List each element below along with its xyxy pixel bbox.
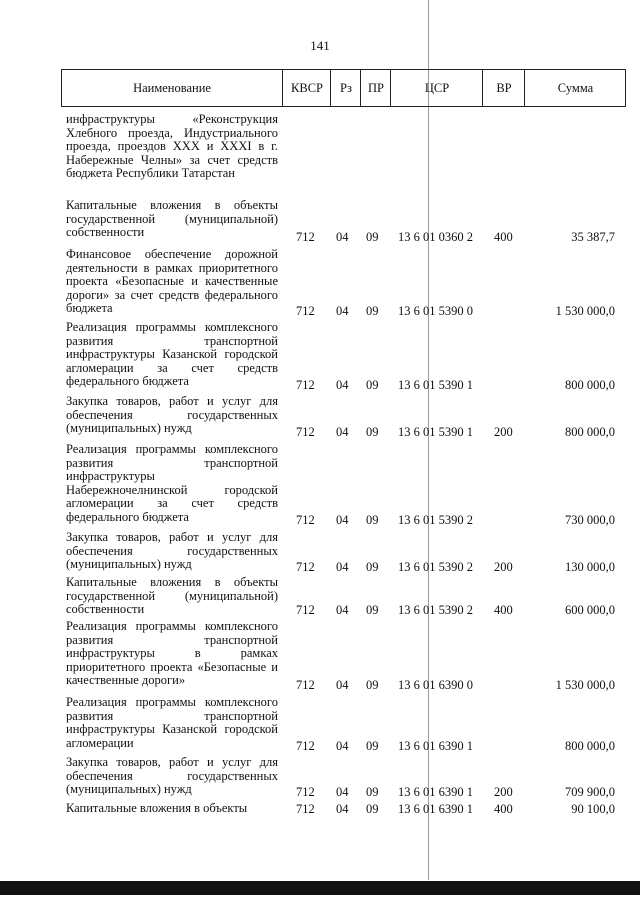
table-row xyxy=(0,113,640,197)
row-pr: 09 xyxy=(366,230,379,244)
row-csr: 13 6 01 5390 1 xyxy=(398,378,473,392)
header-pr: ПР xyxy=(360,70,391,106)
row-rz: 04 xyxy=(336,603,349,617)
row-sum: 90 100,0 xyxy=(571,802,615,816)
row-rz: 04 xyxy=(336,678,349,692)
row-rz: 04 xyxy=(336,425,349,439)
table-row xyxy=(0,620,640,692)
row-sum: 1 530 000,0 xyxy=(555,678,615,692)
row-csr: 13 6 01 6390 1 xyxy=(398,739,473,753)
row-name: инфраструктуры «Реконструкция Хлебного проезда, Индустриального проезда, проездов XXX и XXXI в г. Набережные Челны» за счет средств бюджета Республики Татарстан xyxy=(66,112,278,180)
table-row xyxy=(0,696,640,753)
row-sum: 800 000,0 xyxy=(565,378,615,392)
row-pr: 09 xyxy=(366,425,379,439)
row-sum: 730 000,0 xyxy=(565,513,615,527)
row-sum: 1 530 000,0 xyxy=(555,304,615,318)
row-pr: 09 xyxy=(366,678,379,692)
row-pr: 09 xyxy=(366,560,379,574)
row-vr: 400 xyxy=(494,603,513,617)
row-sum: 600 000,0 xyxy=(565,603,615,617)
header-vr: ВР xyxy=(482,70,525,106)
row-name: Закупка товаров, работ и услуг для обеспечения государственных (муниципальных) нужд xyxy=(66,530,278,571)
row-name: Реализация программы комплексного развития транспортной инфраструктуры в рамках приоритетного проекта «Безопасные и качественные дороги» xyxy=(66,619,278,687)
table-row xyxy=(0,395,640,439)
header-csr: ЦСР xyxy=(390,70,483,106)
row-name: Реализация программы комплексного развития транспортной инфраструктуры Набережночелнинской городской агломерации за счет средств федерального бюджета xyxy=(66,442,278,524)
row-name: Капитальные вложения в объекты xyxy=(66,801,248,815)
row-sum: 130 000,0 xyxy=(565,560,615,574)
row-sum: 800 000,0 xyxy=(565,425,615,439)
row-name: Реализация программы комплексного развития транспортной инфраструктуры Казанской городской агломерации xyxy=(66,695,278,750)
row-kvsr: 712 xyxy=(296,304,315,318)
row-kvsr: 712 xyxy=(296,678,315,692)
row-csr: 13 6 01 5390 2 xyxy=(398,560,473,574)
row-kvsr: 712 xyxy=(296,425,315,439)
header-sum: Сумма xyxy=(524,70,626,106)
row-sum: 709 900,0 xyxy=(565,785,615,799)
row-name: Реализация программы комплексного развития транспортной инфраструктуры Казанской городской агломерации за счет средств федерального бюджета xyxy=(66,320,278,388)
table-header xyxy=(61,69,626,107)
row-pr: 09 xyxy=(366,785,379,799)
row-name: Закупка товаров, работ и услуг для обеспечения государственных (муниципальных) нужд xyxy=(66,394,278,435)
row-pr: 09 xyxy=(366,739,379,753)
row-csr: 13 6 01 5390 1 xyxy=(398,425,473,439)
row-kvsr: 712 xyxy=(296,560,315,574)
row-name: Финансовое обеспечение дорожной деятельности в рамках приоритетного проекта «Безопасные и качественные дороги» за счет средств федерального бюджета xyxy=(66,247,278,315)
row-vr: 400 xyxy=(494,802,513,816)
row-vr: 400 xyxy=(494,230,513,244)
scan-bottom-edge xyxy=(0,881,640,895)
row-pr: 09 xyxy=(366,603,379,617)
row-vr: 200 xyxy=(494,785,513,799)
row-csr: 13 6 01 0360 2 xyxy=(398,230,473,244)
table-row xyxy=(0,576,640,617)
row-csr: 13 6 01 5390 2 xyxy=(398,513,473,527)
row-kvsr: 712 xyxy=(296,785,315,799)
header-rz: Рз xyxy=(330,70,361,106)
row-rz: 04 xyxy=(336,802,349,816)
row-rz: 04 xyxy=(336,560,349,574)
row-rz: 04 xyxy=(336,739,349,753)
table-row xyxy=(0,802,640,816)
row-pr: 09 xyxy=(366,513,379,527)
row-kvsr: 712 xyxy=(296,802,315,816)
row-kvsr: 712 xyxy=(296,378,315,392)
table-row xyxy=(0,756,640,799)
row-csr: 13 6 01 6390 1 xyxy=(398,802,473,816)
table-row xyxy=(0,443,640,527)
row-rz: 04 xyxy=(336,378,349,392)
header-name: Наименование xyxy=(133,81,211,95)
row-rz: 04 xyxy=(336,785,349,799)
row-csr: 13 6 01 6390 1 xyxy=(398,785,473,799)
row-csr: 13 6 01 5390 0 xyxy=(398,304,473,318)
row-sum: 800 000,0 xyxy=(565,739,615,753)
table-row xyxy=(0,321,640,392)
row-vr: 200 xyxy=(494,560,513,574)
row-kvsr: 712 xyxy=(296,513,315,527)
table-row xyxy=(0,199,640,244)
header-kvsr: КВСР xyxy=(282,70,331,106)
row-csr: 13 6 01 6390 0 xyxy=(398,678,473,692)
row-rz: 04 xyxy=(336,304,349,318)
row-name: Капитальные вложения в объекты государственной (муниципальной) собственности xyxy=(66,575,278,616)
row-rz: 04 xyxy=(336,513,349,527)
row-name: Закупка товаров, работ и услуг для обеспечения государственных (муниципальных) нужд xyxy=(66,755,278,796)
row-kvsr: 712 xyxy=(296,739,315,753)
row-sum: 35 387,7 xyxy=(571,230,615,244)
row-name: Капитальные вложения в объекты государственной (муниципальной) собственности xyxy=(66,198,278,239)
page-number: 141 xyxy=(310,38,330,53)
row-vr: 200 xyxy=(494,425,513,439)
row-kvsr: 712 xyxy=(296,603,315,617)
row-kvsr: 712 xyxy=(296,230,315,244)
table-row xyxy=(0,531,640,574)
row-rz: 04 xyxy=(336,230,349,244)
row-csr: 13 6 01 5390 2 xyxy=(398,603,473,617)
row-pr: 09 xyxy=(366,378,379,392)
row-pr: 09 xyxy=(366,802,379,816)
table-row xyxy=(0,248,640,318)
row-pr: 09 xyxy=(366,304,379,318)
